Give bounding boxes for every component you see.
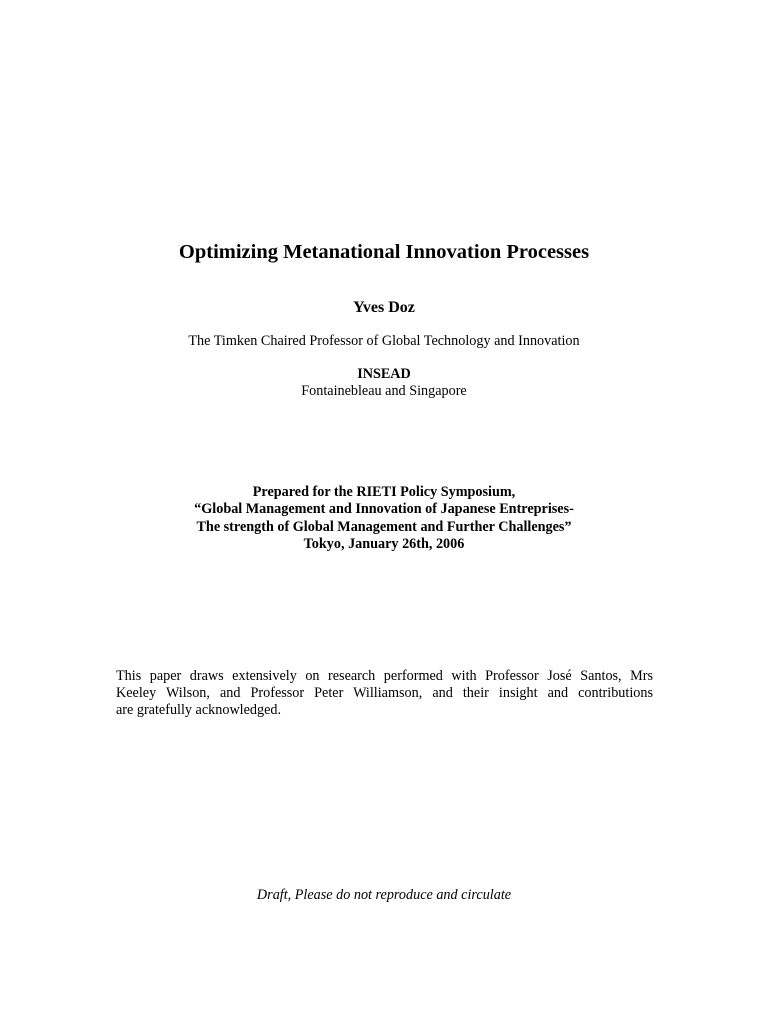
- symposium-line: “Global Management and Innovation of Japanese Entreprises-: [194, 501, 574, 518]
- symposium-line: The strength of Global Management and Further Challenges”: [196, 518, 572, 535]
- symposium-notice: [0, 484, 768, 553]
- paper-title: Optimizing Metanational Innovation Processes: [178, 241, 590, 263]
- symposium-line: Prepared for the RIETI Policy Symposium,: [252, 484, 516, 500]
- draft-notice: Draft, Please do not reproduce and circulate: [256, 887, 512, 903]
- acknowledgement-line: are gratefully acknowledged.: [116, 702, 282, 718]
- acknowledgement-line: Keeley Wilson, and Professor Peter Williamson, and their insight and contributions: [116, 685, 653, 701]
- institution-block: [0, 366, 768, 400]
- acknowledgement-paragraph: [116, 668, 653, 719]
- institution-name: INSEAD: [357, 366, 411, 382]
- symposium-date: Tokyo, January 26th, 2006: [303, 535, 465, 552]
- author-position: The Timken Chaired Professor of Global Technology and Innovation: [188, 333, 580, 349]
- author-name: Yves Doz: [353, 299, 415, 316]
- acknowledgement-line: This paper draws extensively on research performed with Professor José Santos, Mrs: [116, 668, 653, 684]
- institution-location: Fontainebleau and Singapore: [301, 383, 467, 399]
